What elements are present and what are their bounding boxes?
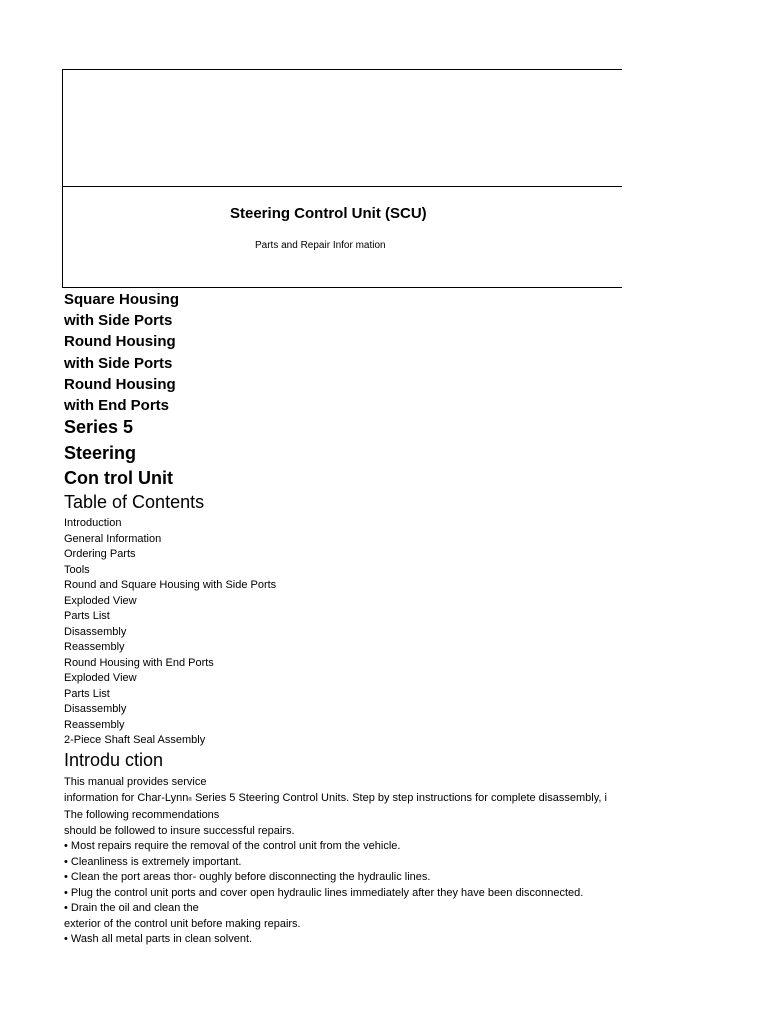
housing-line: with End Ports (64, 397, 169, 415)
intro-bullet: • Clean the port areas thor- oughly before disconnecting the hydraulic lines. (64, 871, 431, 883)
housing-line: Round Housing (64, 375, 176, 393)
toc-item[interactable]: Reassembly (64, 641, 125, 653)
document-title: Steering Control Unit (SCU) (230, 205, 427, 222)
intro-line: exterior of the control unit before making repairs. (64, 917, 301, 930)
toc-item[interactable]: Introduction (64, 517, 122, 529)
housing-line: Square Housing (64, 291, 180, 308)
series-title-line: Steering (64, 442, 137, 463)
intro-bullet: • Wash all metal parts in clean solvent. (64, 933, 253, 945)
toc-item[interactable]: Round Housing with End Ports (64, 656, 214, 669)
toc-item[interactable]: Disassembly (64, 703, 127, 715)
toc-item[interactable]: Tools (64, 563, 90, 576)
toc-item[interactable]: Parts List (64, 610, 110, 622)
toc-item[interactable]: Round and Square Housing with Side Ports (64, 579, 277, 591)
housing-list (64, 289, 179, 416)
table-of-contents (64, 516, 276, 749)
toc-item[interactable]: Exploded View (64, 594, 137, 607)
toc-item[interactable]: Exploded View (64, 672, 137, 684)
intro-line-trademark (64, 791, 620, 809)
housing-line: with Side Ports (64, 354, 173, 372)
toc-item[interactable]: Parts List (64, 687, 110, 700)
housing-line: Round Housing (64, 333, 176, 351)
intro-line: This manual provides service (64, 776, 207, 788)
series-title-line: Con trol Unit (64, 468, 173, 488)
toc-item[interactable]: Disassembly (64, 625, 127, 638)
toc-item[interactable]: 2-Piece Shaft Seal Assembly (64, 734, 206, 746)
housing-line: with Side Ports (64, 312, 173, 330)
title-frame (62, 69, 622, 288)
introduction-heading: Introdu ction (64, 750, 164, 770)
intro-bullet: • Plug the control unit ports and cover open hydraulic lines immediately after they have been disconnected. (64, 886, 584, 899)
intro-bullet: • Cleanliness is extremely important. (64, 855, 242, 868)
series-title-line: Series 5 (64, 417, 134, 437)
intro-line-rest: Series 5 Steering Control Units. Step by step instructions for complete disassembly, i (192, 791, 607, 804)
intro-line: The following recommendations (64, 809, 220, 821)
intro-line-start: information for Char-Lynn (64, 791, 189, 804)
intro-line: should be followed to insure successful repairs. (64, 824, 295, 837)
introduction-body (64, 775, 620, 948)
toc-item[interactable]: Ordering Parts (64, 548, 136, 560)
series-title (64, 415, 173, 492)
toc-item[interactable]: General Information (64, 532, 162, 545)
intro-bullet: • Drain the oil and clean the (64, 902, 199, 914)
document-subtitle: Parts and Repair Infor mation (255, 240, 386, 251)
toc-heading: Table of Contents (64, 492, 205, 512)
frame-divider (63, 186, 622, 187)
toc-item[interactable]: Reassembly (64, 718, 125, 731)
intro-bullet: • Most repairs require the removal of the control unit from the vehicle. (64, 840, 401, 852)
trademark-symbol: ® (188, 796, 193, 803)
